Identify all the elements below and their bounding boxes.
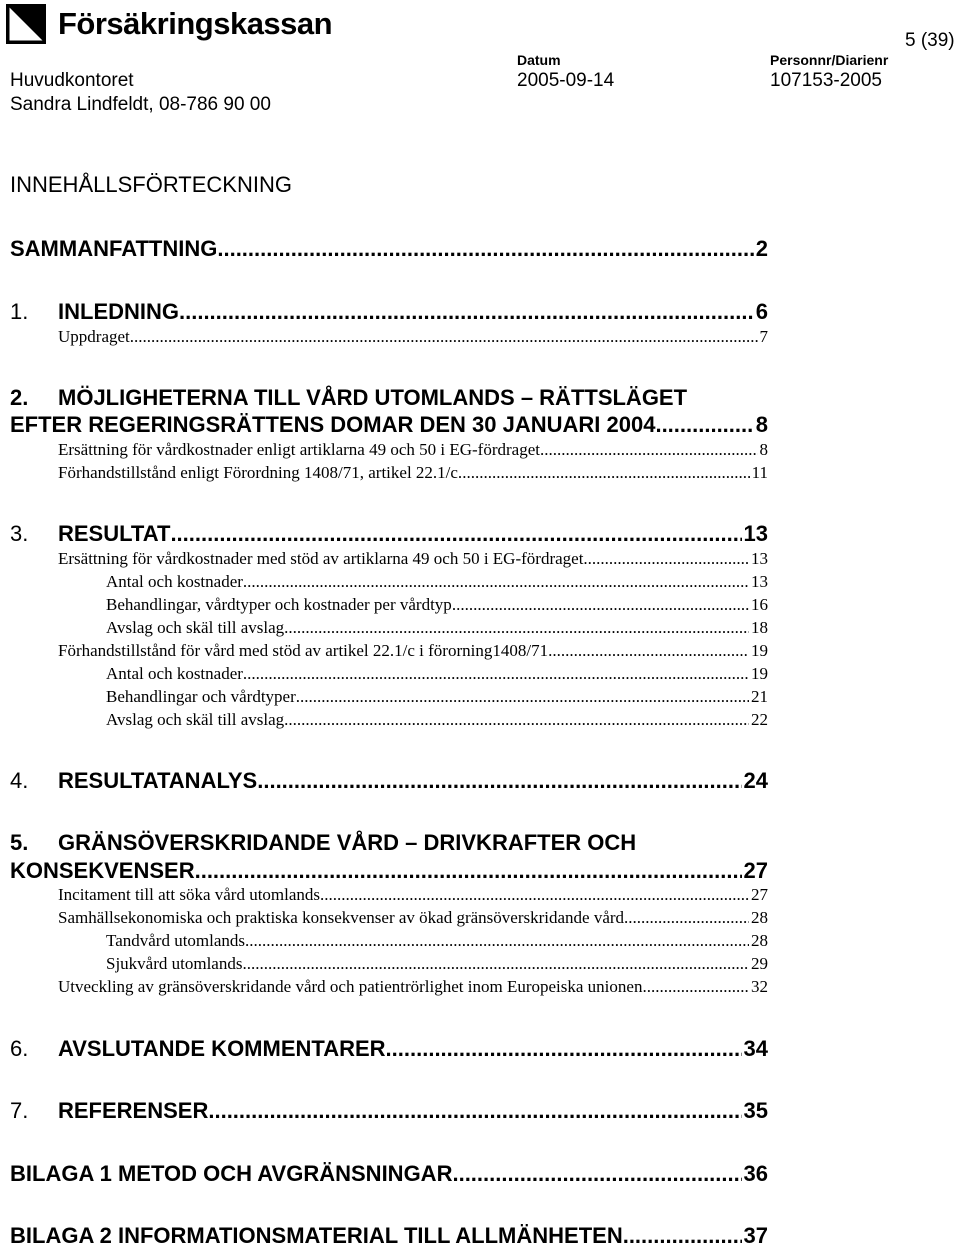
toc-entry-referenser[interactable]: 7. REFERENSER ..... 35 — [10, 1098, 768, 1124]
toc-entry-antal-kostnader-1[interactable]: Antal och kostnader ..... 13 — [106, 572, 768, 592]
toc-entry-bilaga-1[interactable]: BILAGA 1 METOD OCH AVGRÄNSNINGAR ..... 36 — [10, 1161, 768, 1187]
toc-entry-sjukvard[interactable]: Sjukvård utomlands ..... 29 — [106, 954, 768, 974]
ref-value: 107153-2005 — [770, 70, 882, 91]
ref-label: Personnr/Diarienr — [770, 52, 889, 68]
contact-info: Sandra Lindfeldt, 08-786 90 00 — [10, 94, 271, 115]
toc-entry-antal-kostnader-2[interactable]: Antal och kostnader ..... 19 — [106, 664, 768, 684]
toc-entry-incitament[interactable]: Incitament till att söka vård utomlands ..... 27 — [58, 885, 768, 905]
toc-title: INNEHÅLLSFÖRTECKNING — [10, 172, 292, 197]
toc-entry-avslag-1[interactable]: Avslag och skäl till avslag ..... 18 — [106, 618, 768, 638]
office-name: Huvudkontoret — [10, 70, 134, 91]
date-value: 2005-09-14 — [517, 70, 615, 91]
toc-entry-avslutande[interactable]: 6. AVSLUTANDE KOMMENTARER ..... 34 — [10, 1036, 768, 1062]
toc-entry-forhandstillstand-forordning[interactable]: Förhandstillstånd enligt Förordning 1408/71, artikel 22.1/c. ..... 11 — [58, 463, 768, 483]
toc-entry-behandlingar-vardtyper-kostnader[interactable]: Behandlingar, vårdtyper och kostnader per vårdtyp ..... 16 — [106, 595, 768, 615]
toc-entry-tandvard[interactable]: Tandvård utomlands ..... 28 — [106, 931, 768, 951]
toc-entry-resultatanalys[interactable]: 4. RESULTATANALYS ..... 24 — [10, 768, 768, 794]
toc-entry-behandlingar-vardtyper[interactable]: Behandlingar och vårdtyper ..... 21 — [106, 687, 768, 707]
toc-entry-forhandstillstand-vard[interactable]: Förhandstillstånd för vård med stöd av artikel 22.1/c i förorning1408/71 ..... 19 — [58, 641, 768, 661]
toc-entry-samhallsekonomiska[interactable]: Samhällsekonomiska och praktiska konsekvenser av ökad gränsöverskridande vård ..... 28 — [58, 908, 768, 928]
toc-entry-gransoverskridande-line2[interactable]: KONSEKVENSER ..... 27 — [10, 858, 768, 884]
date-label: Datum — [517, 52, 561, 68]
toc-entry-inledning[interactable]: 1. INLEDNING ..... 6 — [10, 299, 768, 325]
toc-entry-gransoverskridande-line1[interactable]: 5. GRÄNSÖVERSKRIDANDE VÅRD – DRIVKRAFTER OCH — [10, 830, 637, 855]
toc-entry-sammanfattning[interactable]: SAMMANFATTNING ..... 2 — [10, 236, 768, 262]
toc-entry-ersattning-stod[interactable]: Ersättning för vårdkostnader med stöd av artiklarna 49 och 50 i EG-fördraget ..... 13 — [58, 549, 768, 569]
brand-logo — [6, 2, 332, 46]
brand-name: Försäkringskassan — [58, 6, 333, 41]
toc-entry-ersattning-artiklarna[interactable]: Ersättning för vårdkostnader enligt artiklarna 49 och 50 i EG-fördraget. ..... 8 — [58, 440, 768, 460]
toc-entry-resultat[interactable]: 3. RESULTAT ..... 13 — [10, 521, 768, 547]
toc-entry-bilaga-2[interactable]: BILAGA 2 INFORMATIONSMATERIAL TILL ALLMÄNHETEN ..... 37 — [10, 1223, 768, 1249]
logo-mark-icon — [6, 4, 46, 44]
toc-entry-utveckling[interactable]: Utveckling av gränsöverskridande vård och patientrörlighet inom Europeiska unionen ..... 32 — [58, 977, 768, 997]
toc-entry-mojligheterna-line2[interactable]: EFTER REGERINGSRÄTTENS DOMAR DEN 30 JANUARI 2004. ..... 8 — [10, 412, 768, 438]
toc-entry-mojligheterna-line1[interactable]: 2. MÖJLIGHETERNA TILL VÅRD UTOMLANDS – RÄTTSLÄGET — [10, 385, 688, 410]
toc-entry-avslag-2[interactable]: Avslag och skäl till avslag ..... 22 — [106, 710, 768, 730]
toc-entry-uppdraget[interactable]: Uppdraget ..... 7 — [58, 327, 768, 347]
page-number: 5 (39) — [905, 30, 955, 51]
